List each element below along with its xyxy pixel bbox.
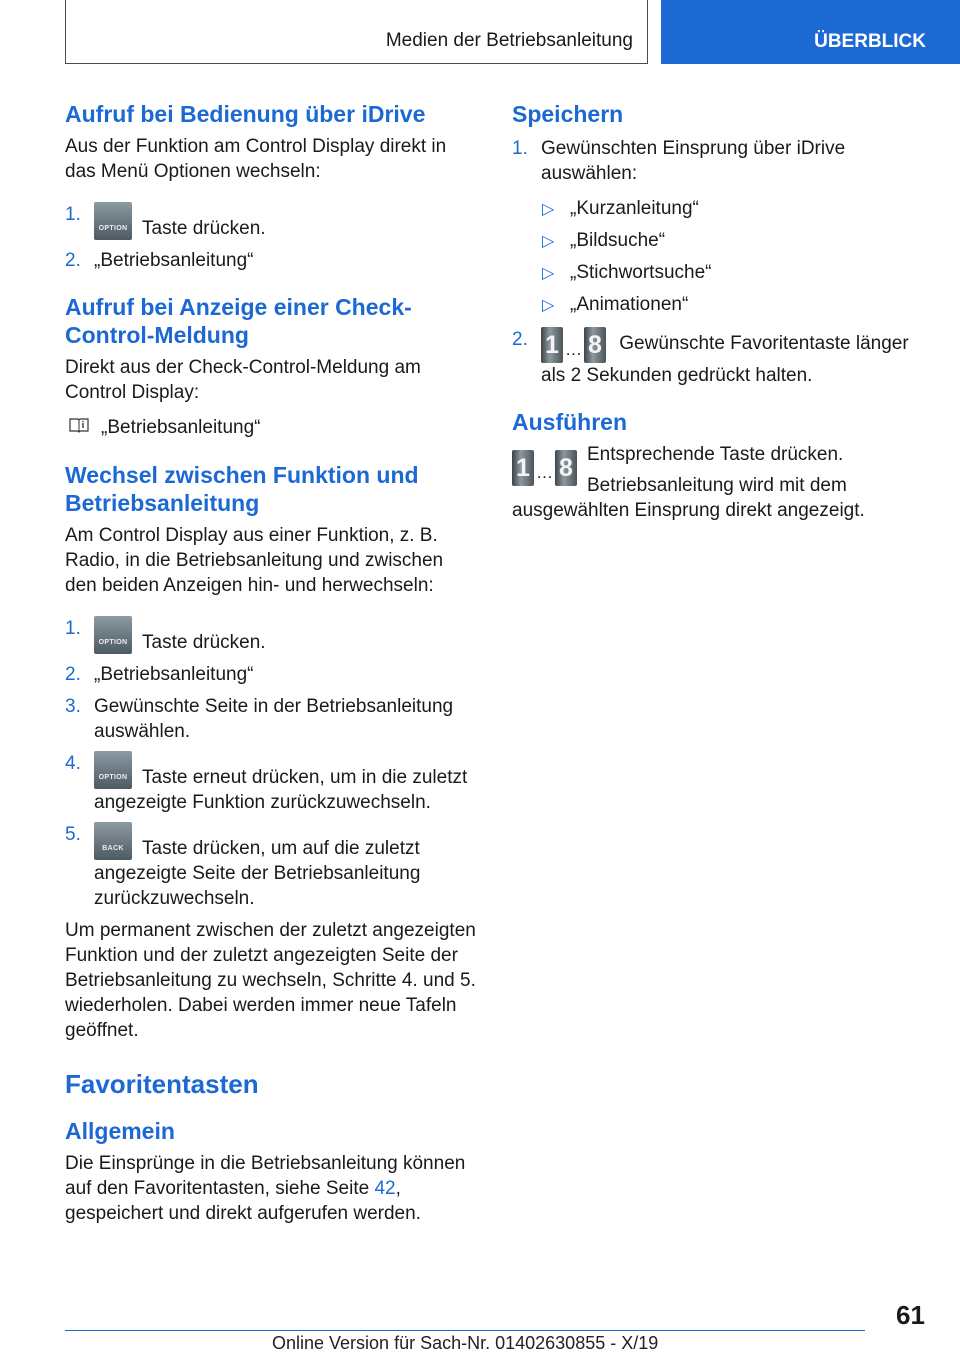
favorite-key-1-icon: 1 bbox=[512, 450, 534, 486]
section-execute bbox=[512, 408, 932, 523]
favorite-key-8-icon: 8 bbox=[584, 327, 606, 363]
section-favorites-subtitle: Allgemein bbox=[65, 1118, 175, 1144]
option-list bbox=[512, 196, 932, 317]
section-switch-text: Am Control Display aus einer Funktion, z. B. Radio, in die Betriebsanleitung und zwischen den beiden Anzeigen hin- und herwechseln: bbox=[65, 525, 444, 596]
list-item: 1. Gewünschten Einsprung über iDrive auswählen: ▷ „Kurzanleitung“ ▷ „Bildsuche“ ▷ „Stichwortsuche“ ▷ „Animationen“ bbox=[512, 136, 932, 317]
section-idrive-steps bbox=[65, 202, 480, 273]
triangle-right-icon: ▷ bbox=[542, 297, 555, 314]
list-item: ▷ „Kurzanleitung“ bbox=[512, 196, 932, 221]
header-tab-overview[interactable]: ÜBERBLICK bbox=[661, 0, 960, 64]
option-button-icon: OPTION bbox=[94, 616, 132, 654]
back-button-icon: BACK bbox=[94, 822, 132, 860]
favorite-key-1-icon: 1 bbox=[541, 327, 563, 363]
book-icon bbox=[69, 416, 93, 441]
right-column bbox=[512, 100, 932, 543]
footer-text: Online Version für Sach-Nr. 01402630855 - X/19 bbox=[272, 1333, 659, 1353]
section-favorites-text: Die Einsprünge in die Betriebsanleitung können auf den Favoritentasten, siehe Seite 42, gespeichert und direkt aufgerufen werden. bbox=[65, 1153, 466, 1224]
favorite-key-8-icon: 8 bbox=[555, 450, 577, 486]
execute-line1: Entsprechende Taste drücken. bbox=[587, 444, 844, 465]
list-item: 2. 1 … 8 Gewünschte Favoritentaste länger als 2 Sekunden gedrückt halten. bbox=[512, 329, 909, 386]
section-switch-steps bbox=[65, 616, 480, 911]
list-item: 4. OPTION Taste erneut drücken, um in die zuletzt angezeigte Funktion zurückzuwechseln. bbox=[65, 753, 468, 813]
section-favorites-title: Favoritentasten bbox=[65, 1069, 259, 1099]
section-switch-title: Wechsel zwischen Funktion und Betriebsanleitung bbox=[65, 462, 419, 516]
execute-row bbox=[512, 442, 932, 482]
list-item: 3. Gewünschte Seite in der Betriebsanleitung auswählen. bbox=[65, 696, 454, 742]
section-check-control bbox=[65, 293, 480, 441]
list-item: 2. „Betriebsanleitung“ bbox=[65, 664, 254, 685]
list-item: 1. OPTION Taste drücken. bbox=[65, 618, 266, 653]
section-favorites bbox=[65, 1069, 480, 1226]
section-switch bbox=[65, 461, 480, 1043]
option-button-icon: OPTION bbox=[94, 751, 132, 789]
section-check-control-text: Direkt aus der Check-Control-Meldung am Control Display: bbox=[65, 357, 421, 403]
section-save-steps bbox=[512, 136, 932, 388]
list-item: 5. BACK Taste drücken, um auf die zuletzt angezeigte Seite der Betriebsanleitung zurückzuwechseln. bbox=[65, 824, 421, 909]
option-button-icon: OPTION bbox=[94, 202, 132, 240]
section-save-title: Speichern bbox=[512, 101, 624, 127]
execute-line2: Betriebsanleitung wird mit dem ausgewählten Einsprung direkt angezeigt. bbox=[512, 475, 865, 521]
list-item: 2. „Betriebsanleitung“ bbox=[65, 250, 254, 271]
header-title: Medien der Betriebsanleitung bbox=[385, 30, 633, 51]
list-item: ▷ „Bildsuche“ bbox=[512, 228, 932, 253]
manual-item: „Betriebsanleitung“ bbox=[65, 415, 480, 441]
section-save bbox=[512, 100, 932, 388]
section-idrive-title: Aufruf bei Bedienung über iDrive bbox=[65, 101, 426, 127]
page-link[interactable]: 42 bbox=[374, 1178, 396, 1199]
left-column bbox=[65, 100, 480, 1246]
section-switch-note: Um permanent zwischen der zuletzt angezeigten Funktion und der zuletzt angezeigten Seite der Betriebsanleitung zu wechseln, Schritte 4. und 5. wiederholen. Dabei werden immer neue Tafeln geöffnet. bbox=[65, 920, 476, 1041]
section-idrive bbox=[65, 100, 480, 273]
triangle-right-icon: ▷ bbox=[542, 201, 555, 218]
favorite-keys: 1 … 8 bbox=[512, 450, 577, 486]
section-execute-title: Ausführen bbox=[512, 409, 627, 435]
list-item: ▷ „Stichwortsuche“ bbox=[512, 260, 932, 285]
list-item: 1. OPTION Taste drücken. bbox=[65, 204, 266, 239]
triangle-right-icon: ▷ bbox=[542, 233, 555, 250]
page-number: 61 bbox=[896, 1300, 925, 1330]
section-check-control-title: Aufruf bei Anzeige einer Check-Control-Meldung bbox=[65, 294, 412, 348]
section-idrive-text: Aus der Funktion am Control Display direkt in das Menü Optionen wechseln: bbox=[65, 136, 447, 182]
header-box bbox=[65, 0, 648, 64]
footer-divider bbox=[65, 1330, 865, 1331]
list-item: ▷ „Animationen“ bbox=[512, 292, 932, 317]
triangle-right-icon: ▷ bbox=[542, 265, 555, 282]
